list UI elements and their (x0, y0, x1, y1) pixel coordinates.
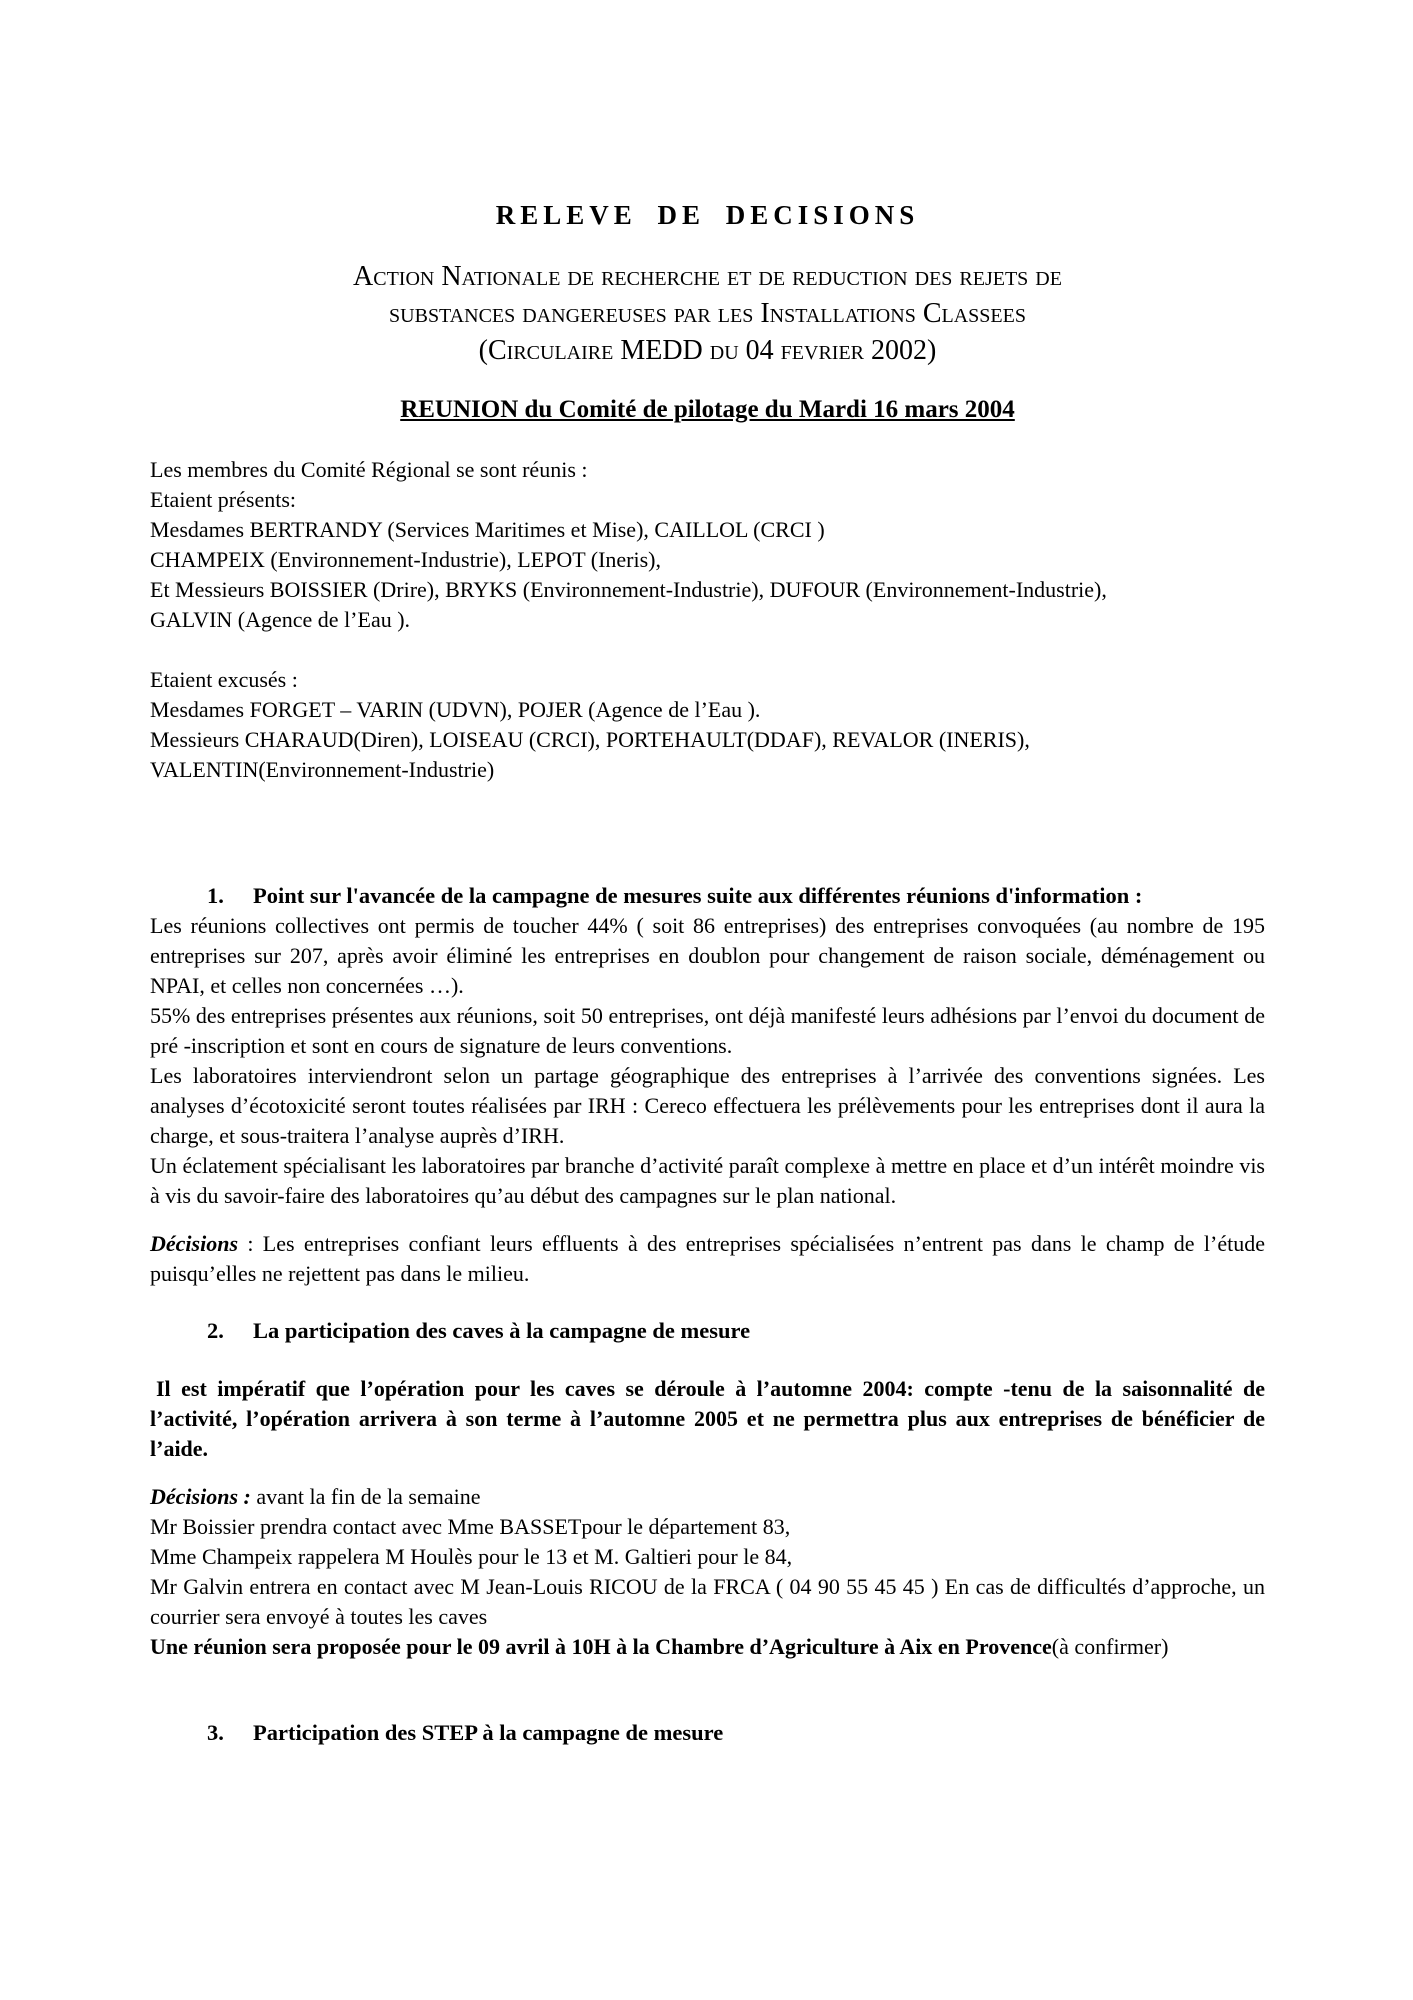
paragraph: Les réunions collectives ont permis de toucher 44% ( soit 86 entreprises) des entreprises convoquées (au nombre de 195 entreprises sur 207, après avoir éliminé les entreprises en doublon pour changement de raison sociale, déménagement ou NPAI, et celles non concernées …). (150, 913, 1265, 998)
meeting-title-text: REUNION du Comité de pilotage du Mardi 16 mars 2004 (400, 396, 1015, 423)
present-line: CHAMPEIX (Environnement-Industrie), LEPOT (Ineris), (150, 547, 661, 572)
section-2-heading (150, 1315, 1265, 1346)
section-2-heading-text: La participation des caves à la campagne de mesure (253, 1318, 751, 1343)
section-3-heading-text: Participation des STEP à la campagne de mesure (253, 1720, 724, 1745)
decisions-label: Décisions : (150, 1484, 251, 1509)
present-line: Mesdames BERTRANDY (Services Maritimes et Mise), CAILLOL (CRCI ) (150, 517, 825, 542)
section-1-paragraphs (150, 911, 1265, 1211)
decisions-label: Décisions (150, 1231, 238, 1256)
doc-subtitle (150, 258, 1265, 369)
attendance-block (150, 455, 1265, 785)
present-line: GALVIN (Agence de l’Eau ). (150, 607, 411, 632)
galvin-paragraph: Mr Galvin entrera en contact avec M Jean-Louis RICOU de la FRCA ( 04 90 55 45 45 ) En cas de difficultés d’approche, un courrier sera envoyé à toutes les caves (150, 1574, 1265, 1629)
section-3 (150, 1717, 1265, 1748)
present-line: Et Messieurs BOISSIER (Drire), BRYKS (Environnement-Industrie), DUFOUR (Environnement-Industrie), (150, 577, 1107, 602)
meeting-proposal-suffix: (à confirmer) (1051, 1634, 1169, 1659)
excused-block (150, 665, 1265, 785)
present-label: Etaient présents: (150, 487, 297, 512)
section-1-heading (150, 880, 1265, 911)
subtitle-line-2: substances dangereuses par les Installations Classees (389, 298, 1026, 329)
section-2-decisions (150, 1482, 1265, 1512)
section-1-heading-text: Point sur l'avancée de la campagne de mesures suite aux différentes réunions d'information : (253, 883, 1143, 908)
section-2-number: 2. (207, 1318, 224, 1343)
action-line: Mr Boissier prendra contact avec Mme BASSETpour le département 83, (150, 1514, 791, 1539)
excused-line: Messieurs CHARAUD(Diren), LOISEAU (CRCI), PORTEHAULT(DDAF), REVALOR (INERIS), (150, 727, 1030, 752)
subtitle-line-3: (Circulaire MEDD du 04 fevrier 2002) (478, 335, 937, 366)
meeting-title (150, 393, 1265, 427)
imperative-paragraph: Il est impératif que l’opération pour les caves se déroule à l’automne 2004: compte -tenu de la saisonnalité de l’activité, l’opération arrivera à son terme à l’automne 2005 et ne permettra plus aux entreprises de bénéficier de l’aide. (150, 1376, 1265, 1461)
doc-title: RELEVE DE DECISIONS (495, 200, 920, 230)
decisions-intro: avant la fin de la semaine (250, 1484, 481, 1509)
section-3-number: 3. (207, 1720, 224, 1745)
section-2 (150, 1315, 1265, 1662)
meeting-proposal-bold: Une réunion sera proposée pour le 09 avril à 10H à la Chambre d’Agriculture à Aix en Provence (150, 1634, 1052, 1659)
section-2-decisions-block (150, 1482, 1265, 1662)
attendance-intro: Les membres du Comité Régional se sont réunis : (150, 457, 588, 482)
action-line: Mme Champeix rappelera M Houlès pour le 13 et M. Galtieri pour le 84, (150, 1544, 793, 1569)
decisions-text: : Les entreprises confiant leurs effluents à des entreprises spécialisées n’entrent pas dans le champ de l’étude puisqu’elles ne rejettent pas dans le milieu. (150, 1231, 1265, 1286)
paragraph: 55% des entreprises présentes aux réunions, soit 50 entreprises, ont déjà manifesté leurs adhésions par l’envoi du document de pré -inscription et sont en cours de signature de leurs conventions. (150, 1003, 1265, 1058)
meeting-proposal (150, 1632, 1265, 1662)
paragraph: Les laboratoires interviendront selon un partage géographique des entreprises à l’arrivée des conventions signées. Les analyses d’écotoxicité seront toutes réalisées par IRH : Cereco effectuera les prélèvements pour les entreprises dont il aura la charge, et sous-traitera l’analyse auprès d’IRH. (150, 1063, 1265, 1148)
section-1-decisions (150, 1229, 1265, 1289)
excused-line: Mesdames FORGET – VARIN (UDVN), POJER (Agence de l’Eau ). (150, 697, 761, 722)
section-1 (150, 880, 1265, 1289)
excused-label: Etaient excusés : (150, 667, 298, 692)
section-1-number: 1. (207, 883, 224, 908)
excused-line: VALENTIN(Environnement-Industrie) (150, 757, 495, 782)
section-3-heading (150, 1717, 1265, 1748)
subtitle-line-1: Action Nationale de recherche et de reduction des rejets de (353, 261, 1062, 292)
paragraph: Un éclatement spécialisant les laboratoires par branche d’activité paraît complexe à mettre en place et d’un intérêt moindre vis à vis du savoir-faire des laboratoires qu’au début des campagnes sur le plan national. (150, 1153, 1265, 1208)
